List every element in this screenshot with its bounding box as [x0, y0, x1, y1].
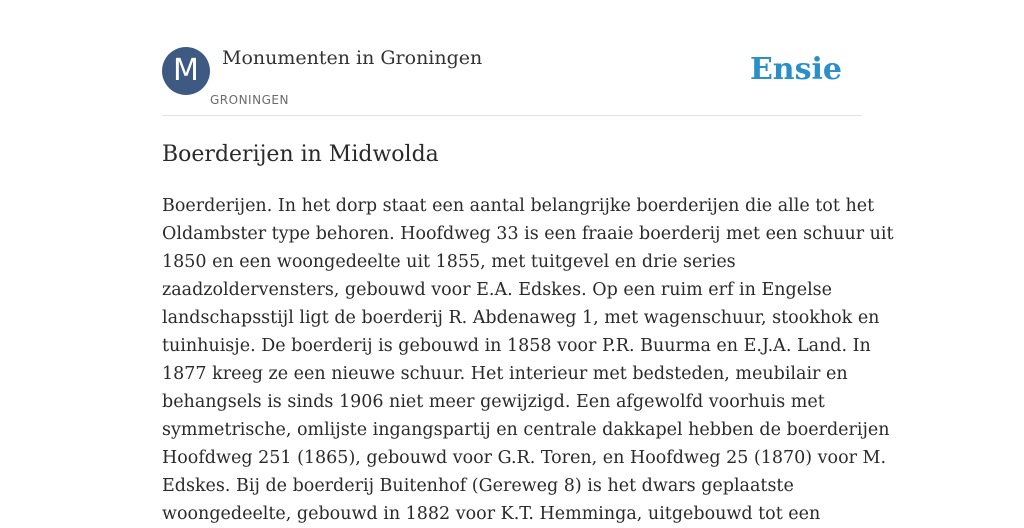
body-line: landschapsstijl ligt de boerderij R. Abdenaweg 1, met wagenschuur, stookhok en: [162, 308, 880, 328]
body-line: tuinhuisje. De boerderij is gebouwd in 1858 voor P.R. Buurma en E.J.A. Land. In: [162, 336, 871, 356]
avatar[interactable]: M: [162, 47, 210, 95]
body-line: behangsels is sinds 1906 niet meer gewijzigd. Een afgewolfd voorhuis met: [162, 392, 825, 412]
body-line: 1877 kreeg ze een nieuwe schuur. Het interieur met bedsteden, meubilair en: [162, 364, 848, 384]
article-title: Boerderijen in Midwolda: [162, 142, 439, 167]
body-line: Hoofdweg 251 (1865), gebouwd voor G.R. Toren, en Hoofdweg 25 (1870) voor M.: [162, 448, 887, 468]
source-header: [162, 46, 862, 116]
source-title[interactable]: Monumenten in Groningen: [222, 47, 483, 69]
body-line: Edskes. Bij de boerderij Buitenhof (Gereweg 8) is het dwars geplaatste: [162, 476, 794, 496]
body-line: 1850 en een woongedeelte uit 1855, met tuitgevel en drie series: [162, 252, 736, 272]
brand-logo[interactable]: Ensie: [749, 52, 842, 87]
body-line: zaadzoldervensters, gebouwd voor E.A. Edskes. Op een ruim erf in Engelse: [162, 280, 833, 300]
body-line: Boerderijen. In het dorp staat een aantal belangrijke boerderijen die alle tot het: [162, 196, 875, 216]
divider: [162, 115, 862, 116]
source-subtitle[interactable]: GRONINGEN: [210, 93, 289, 107]
article-body: [162, 192, 894, 528]
body-line: symmetrische, omlijste ingangspartij en centrale dakkapel hebben de boerderijen: [162, 420, 890, 440]
body-line: woongedeelte, gebouwd in 1882 voor K.T. Hemminga, uitgebouwd tot een: [162, 504, 821, 524]
body-line: Oldambster type behoren. Hoofdweg 33 is een fraaie boerderij met een schuur uit: [162, 224, 894, 244]
